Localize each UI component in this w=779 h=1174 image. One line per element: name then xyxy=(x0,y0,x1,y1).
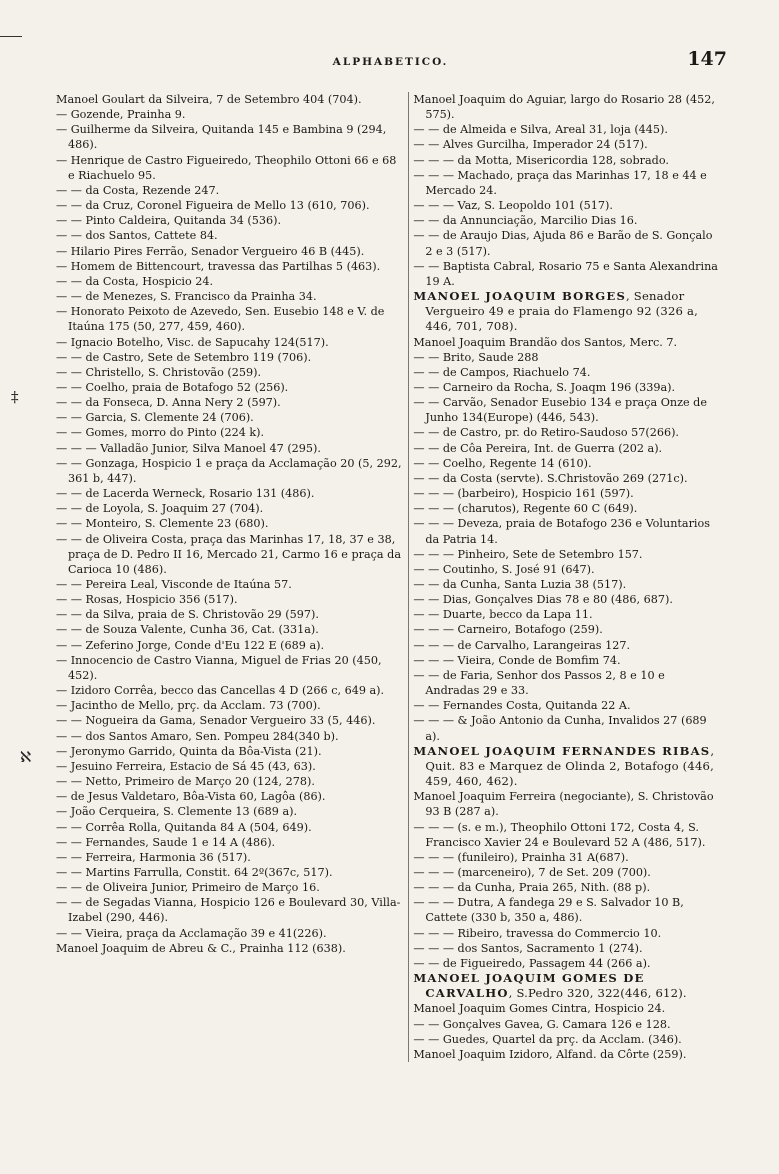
left-column xyxy=(56,92,408,1062)
directory-entry: — — Gonçalves Gavea, G. Camara 126 e 128. xyxy=(413,1017,671,1031)
running-title: ALPHABETICO. xyxy=(332,56,449,68)
directory-entry: — — Coelho, Regente 14 (610). xyxy=(413,456,592,470)
directory-entry: — — de Oliveira Junior, Primeiro de Março 16. xyxy=(56,881,320,895)
directory-entry: — Gozende, Prainha 9. xyxy=(56,108,186,122)
directory-entry: — — da Silva, praia de S. Christovão 29 (597). xyxy=(56,608,319,622)
page-edge-rule xyxy=(0,36,22,37)
directory-entry: — — de Almeida e Silva, Areal 31, loja (445). xyxy=(413,123,668,137)
directory-entry: — Hilario Pires Ferrão, Senador Vergueiro 46 B (445). xyxy=(56,244,365,258)
directory-entry: — — Vieira, praça da Acclamação 39 e 41(226). xyxy=(56,926,327,940)
directory-entry: — — Nogueira da Gama, Senador Vergueiro 33 (5, 446). xyxy=(56,714,376,728)
directory-entry: — — — Pinheiro, Sete de Setembro 157. xyxy=(413,547,643,561)
directory-entry: — — — (marceneiro), 7 de Set. 209 (700). xyxy=(413,865,651,879)
directory-entry: — — dos Santos, Cattete 84. xyxy=(56,229,218,243)
directory-entry: — — dos Santos Amaro, Sen. Pompeu 284(340 b). xyxy=(56,729,339,743)
directory-entry: MANOEL JOAQUIM BORGES, Senador Vergueiro 49 e praia do Flamengo 92 (326 a, 446, 701, 708). xyxy=(413,289,699,334)
directory-entry: — — da Costa, Hospicio 24. xyxy=(56,274,214,288)
directory-entry: — — — (funileiro), Prainha 31 A(687). xyxy=(413,850,629,864)
directory-entry: — — — Deveza, praia de Botafogo 236 e Voluntarios da Patria 14. xyxy=(413,517,710,546)
directory-entry: Manoel Goulart da Silveira, 7 de Setembro 404 (704). xyxy=(56,93,362,106)
directory-entry: — — de Oliveira Costa, praça das Marinhas 17, 18, 37 e 38, praça de D. Pedro II 16, Mercado 21, Carmo 16 e praça da Carioca 10 (486). xyxy=(56,532,401,576)
directory-entry: — — Dias, Gonçalves Dias 78 e 80 (486, 687). xyxy=(413,593,673,607)
directory-entry: — Jeronymo Garrido, Quinta da Bôa-Vista (21). xyxy=(56,744,322,758)
directory-entry: — — de Figueiredo, Passagem 44 (266 a). xyxy=(413,956,651,970)
directory-entry: — — da Costa (servte). S.Christovão 269 (271c). xyxy=(413,471,688,485)
directory-entry: Manoel Joaquim do Aguiar, largo do Rosario 28 (452, 575). xyxy=(413,93,715,122)
directory-entry: — — Corrêa Rolla, Quitanda 84 A (504, 649). xyxy=(56,820,312,834)
directory-entry: — — de Côa Pereira, Int. de Guerra (202 a). xyxy=(413,441,663,455)
directory-entry: — — de Menezes, S. Francisco da Prainha 34. xyxy=(56,290,317,304)
directory-entry: — — Brito, Saude 288 xyxy=(413,350,539,364)
directory-entry: — — — da Motta, Misericordia 128, sobrado. xyxy=(413,153,669,167)
directory-entry: — — — (barbeiro), Hospicio 161 (597). xyxy=(413,487,634,501)
directory-entry: — — de Araujo Dias, Ajuda 86 e Barão de S. Gonçalo 2 e 3 (517). xyxy=(413,229,713,258)
directory-columns xyxy=(56,92,721,1062)
directory-entry: — Ignacio Botelho, Visc. de Sapucahy 124(517). xyxy=(56,335,329,349)
directory-entry: — — Guedes, Quartel da prç. da Acclam. (346). xyxy=(413,1032,682,1046)
directory-entry: — Innocencio de Castro Vianna, Miguel de Frias 20 (450, 452). xyxy=(56,653,382,682)
directory-entry: — de Jesus Valdetaro, Bôa-Vista 60, Lagôa (86). xyxy=(56,790,326,804)
directory-entry: MANOEL JOAQUIM FERNANDES RIBAS, Quit. 83 e Marquez de Olinda 2, Botafogo (446, 459, 460, 462). xyxy=(413,743,715,789)
directory-entry: — — da Costa, Rezende 247. xyxy=(56,183,220,197)
directory-entry: Manoel Joaquim de Abreu & C., Prainha 112 (638). xyxy=(56,941,346,955)
directory-entry: — — — Vieira, Conde de Bomfim 74. xyxy=(413,653,621,667)
directory-entry: — — — dos Santos, Sacramento 1 (274). xyxy=(413,941,643,955)
directory-entry: — — Pinto Caldeira, Quitanda 34 (536). xyxy=(56,214,282,228)
directory-entry: — — Carneiro da Rocha, S. Joaqm 196 (339a). xyxy=(413,380,676,394)
right-column xyxy=(408,92,721,1062)
directory-entry: — — — Dutra, A fandega 29 e S. Salvador 10 B, Cattete (330 b, 350 a, 486). xyxy=(413,896,684,925)
page-header xyxy=(54,48,727,78)
directory-entry: — — de Souza Valente, Cunha 36, Cat. (331a). xyxy=(56,623,319,637)
directory-entry: — — Carvão, Senador Eusebio 134 e praça Onze de Junho 134(Europe) (446, 543). xyxy=(413,396,707,425)
directory-entry: — — Pereira Leal, Visconde de Itaúna 57. xyxy=(56,578,292,591)
directory-entry: — — Gonzaga, Hospicio 1 e praça da Acclamação 20 (5, 292, 361 b, 447). xyxy=(56,456,402,485)
margin-annotation-mark: ℵ xyxy=(20,748,32,766)
directory-entry: — — — Carneiro, Botafogo (259). xyxy=(413,623,603,637)
directory-entry: — Guilherme da Silveira, Quitanda 145 e Bambina 9 (294, 486). xyxy=(56,123,387,152)
directory-entry: — — — Machado, praça das Marinhas 17, 18 e 44 e Mercado 24. xyxy=(413,168,707,197)
directory-entry: — João Cerqueira, S. Clemente 13 (689 a). xyxy=(56,805,298,819)
directory-entry: Manoel Joaquim Gomes Cintra, Hospicio 24. xyxy=(413,1002,666,1016)
directory-entry: MANOEL JOAQUIM GOMES DE CARVALHO, S.Pedro 320, 322(446, 612). xyxy=(413,971,687,1001)
directory-entry: — — Coelho, praia de Botafogo 52 (256). xyxy=(56,380,289,394)
directory-entry: — — Ferreira, Harmonia 36 (517). xyxy=(56,850,251,864)
directory-entry: — — de Loyola, S. Joaquim 27 (704). xyxy=(56,502,264,516)
directory-entry: — — Fernandes Costa, Quitanda 22 A. xyxy=(413,699,631,713)
directory-entry: Manoel Joaquim Izidoro, Alfand. da Côrte (259). xyxy=(413,1047,687,1061)
directory-entry: Manoel Joaquim Brandão dos Santos, Merc. 7. xyxy=(413,335,678,349)
directory-entry: — — Alves Gurcilha, Imperador 24 (517). xyxy=(413,138,648,152)
directory-entry: — Honorato Peixoto de Azevedo, Sen. Eusebio 148 e V. de Itaúna 175 (50, 277, 459, 460). xyxy=(56,305,385,334)
directory-entry: — — Garcia, S. Clemente 24 (706). xyxy=(56,411,254,425)
directory-entry: — — — Ribeiro, travessa do Commercio 10. xyxy=(413,926,662,940)
directory-entry: — Izidoro Corrêa, becco das Cancellas 4 D (266 c, 649 a). xyxy=(56,684,385,698)
directory-entry: — — da Cruz, Coronel Figueira de Mello 13 (610, 706). xyxy=(56,199,370,213)
directory-entry: — — — & João Antonio da Cunha, Invalidos 27 (689 a). xyxy=(413,714,707,743)
directory-entry: Manoel Joaquim Ferreira (negociante), S. Christovão 93 B (287 a). xyxy=(413,790,714,819)
directory-entry: — — Netto, Primeiro de Março 20 (124, 278). xyxy=(56,775,315,789)
directory-entry: — — — (s. e m.), Theophilo Ottoni 172, Costa 4, S. Francisco Xavier 24 e Boulevard 52 A (486, 517). xyxy=(413,820,706,849)
directory-entry: — — — Vaz, S. Leopoldo 101 (517). xyxy=(413,199,613,213)
directory-entry: — — da Cunha, Santa Luzia 38 (517). xyxy=(413,578,627,591)
directory-entry: — — da Fonseca, D. Anna Nery 2 (597). xyxy=(56,396,281,410)
directory-entry: — — da Annunciação, Marcilio Dias 16. xyxy=(413,214,638,228)
directory-entry: — Henrique de Castro Figueiredo, Theophilo Ottoni 66 e 68 e Riachuelo 95. xyxy=(56,153,397,182)
directory-entry: — — — Valladão Junior, Silva Manoel 47 (295). xyxy=(56,441,321,455)
directory-entry: — — Christello, S. Christovão (259). xyxy=(56,365,262,379)
margin-annotation-mark: ‡ xyxy=(11,388,19,406)
directory-entry: — — Martins Farrulla, Constit. 64 2º(367c, 517). xyxy=(56,865,333,879)
directory-entry: — — de Faria, Senhor dos Passos 2, 8 e 10 e Andradas 29 e 33. xyxy=(413,668,665,698)
directory-entry: — — de Castro, Sete de Setembro 119 (706). xyxy=(56,350,312,364)
directory-entry: — Homem de Bittencourt, travessa das Partilhas 5 (463). xyxy=(56,259,381,273)
directory-entry: — — de Segadas Vianna, Hospicio 126 e Boulevard 30, Villa-Izabel (290, 446). xyxy=(56,896,401,925)
directory-entry: — — Baptista Cabral, Rosario 75 e Santa Alexandrina 19 A. xyxy=(413,259,718,288)
directory-entry: — Jacintho de Mello, prç. da Acclam. 73 (700). xyxy=(56,699,321,713)
directory-entry: — — Gomes, morro do Pinto (224 k). xyxy=(56,426,265,440)
directory-entry: — — — da Cunha, Praia 265, Nith. (88 p). xyxy=(413,881,651,895)
directory-entry: — — Monteiro, S. Clemente 23 (680). xyxy=(56,517,269,531)
directory-entry: — — Fernandes, Saude 1 e 14 A (486). xyxy=(56,835,276,849)
directory-entry: — — de Campos, Riachuelo 74. xyxy=(413,365,591,379)
directory-entry: — — Duarte, becco da Lapa 11. xyxy=(413,608,593,622)
directory-entry: — — — (charutos), Regente 60 C (649). xyxy=(413,502,638,516)
directory-entry: — — — de Carvalho, Larangeiras 127. xyxy=(413,638,631,652)
directory-entry: — — Zeferino Jorge, Conde d'Eu 122 E (689 a). xyxy=(56,638,325,652)
page-number: 147 xyxy=(687,48,727,70)
directory-entry: — — de Lacerda Werneck, Rosario 131 (486). xyxy=(56,487,315,501)
directory-entry: — — Coutinho, S. José 91 (647). xyxy=(413,562,595,576)
directory-entry: — — de Castro, pr. do Retiro-Saudoso 57(266). xyxy=(413,426,679,440)
directory-entry: — — Rosas, Hospicio 356 (517). xyxy=(56,593,238,607)
directory-entry: — Jesuino Ferreira, Estacio de Sá 45 (43, 63). xyxy=(56,759,316,773)
